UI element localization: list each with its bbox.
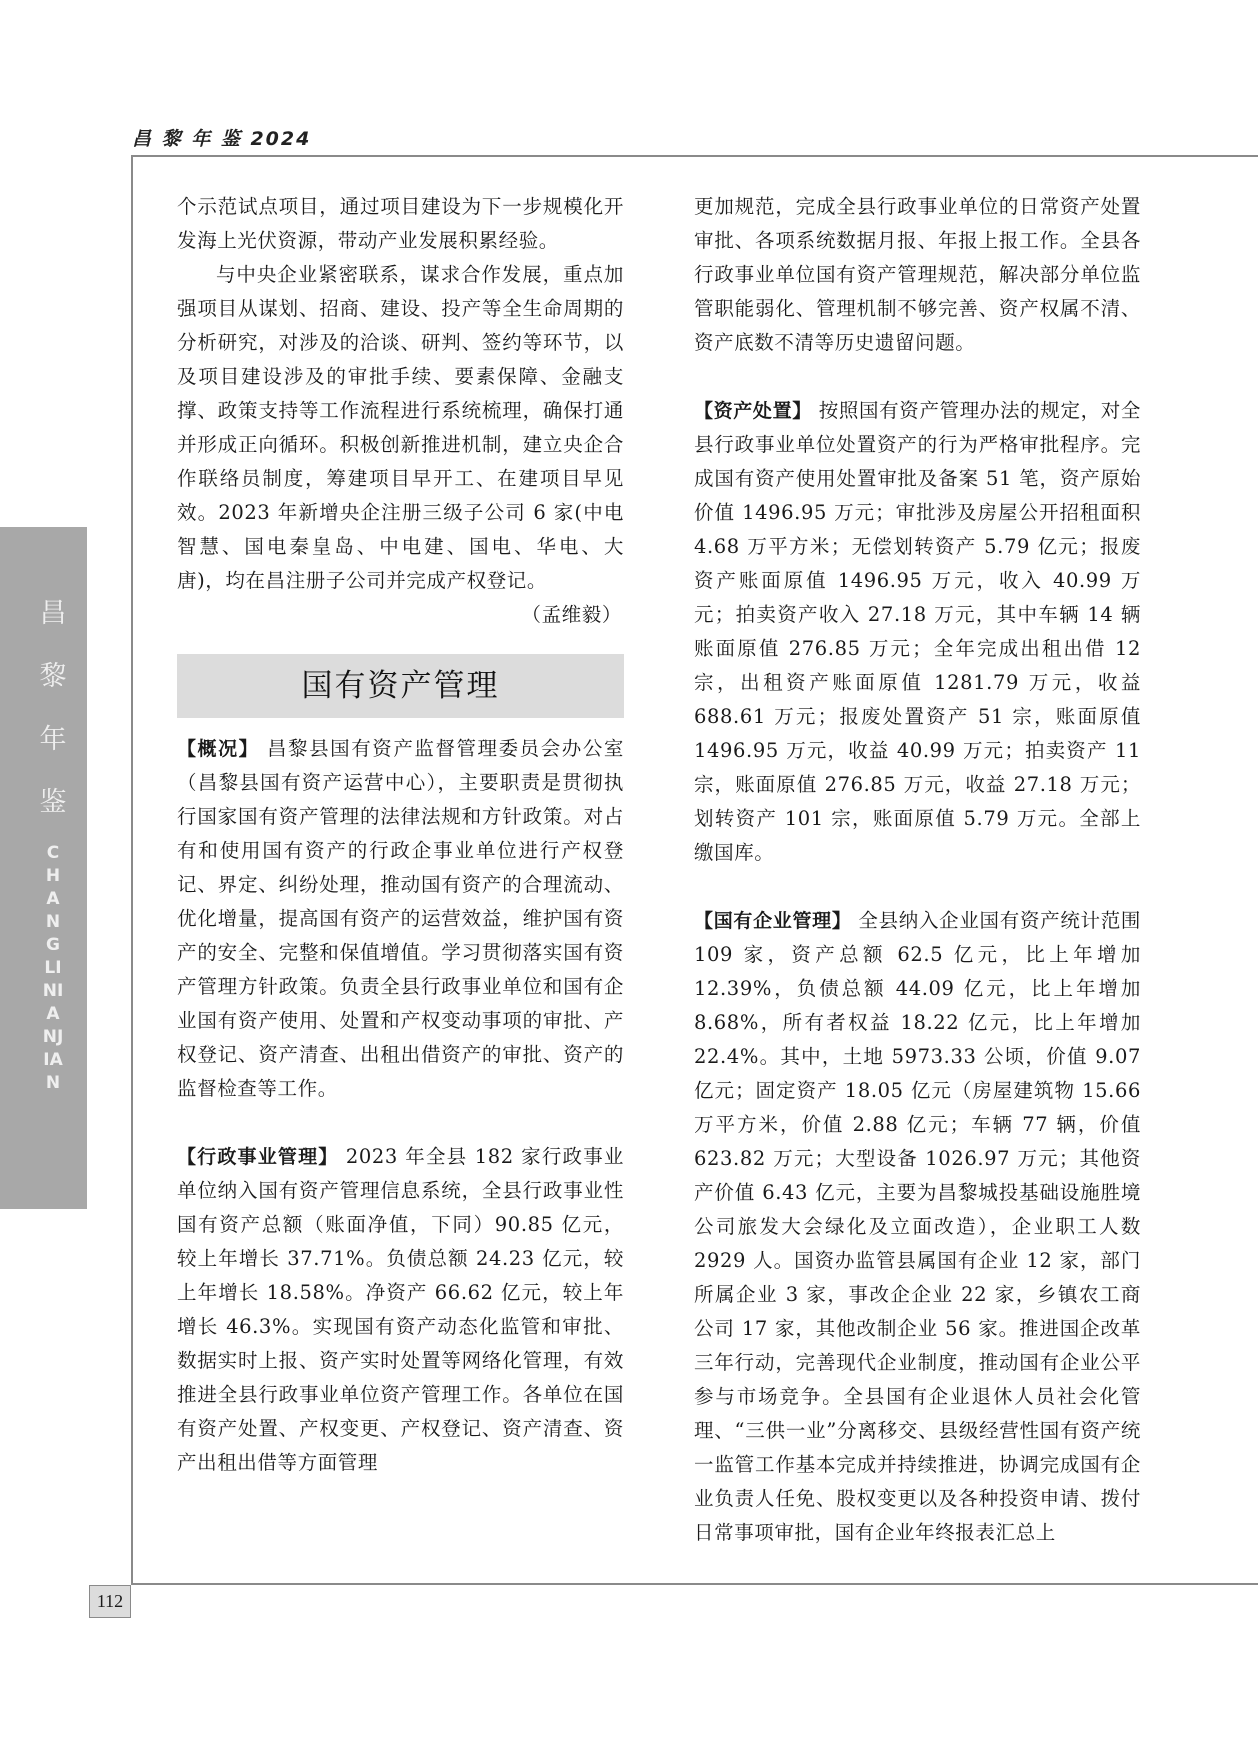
page-number: 112 — [89, 1585, 131, 1618]
paragraph: 与中央企业紧密联系，谋求合作发展，重点加强项目从谋划、招商、建设、投产等全生命周期的分析研究，对涉及的洽谈、研判、签约等环节，以及项目建设涉及的审批手续、要素保障、金融支撑、政策支持等工作流程进行系统梳理，确保打通并形成正向循环。积极创新推进机制，建立央企合作联络员制度，筹建项目早开工、在建项目早见效。2023 年新增央企注册三级子公司 6 家(中电智慧、国电秦皇岛、中电建、国电、华电、大唐)，均在昌注册子公司并完成产权登记。 — [177, 263, 624, 592]
frame-bottom-rule — [131, 1583, 1258, 1585]
side-char: 黎 — [39, 661, 67, 692]
left-column — [177, 190, 624, 1480]
entry-heading: 【行政事业管理】 — [177, 1146, 339, 1168]
frame-left-rule — [131, 155, 133, 1585]
paragraph: 更加规范，完成全县行政事业单位的日常资产处置审批、各项系统数据月报、年报上报工作。全县各行政事业单位国有资产管理规范，解决部分单位监管职能弱化、管理机制不够完善、资产权属不清、资产底数不清等历史遗留问题。 — [694, 195, 1141, 354]
entry-text: 昌黎县国有资产监督管理委员会办公室（昌黎县国有资产运营中心），主要职责是贯彻执行国家国有资产管理的法律法规和方针政策。对占有和使用国有资产的行政企事业单位进行产权登记、界定、纠纷处理，推动国有资产的合理流动、优化增量，提高国有资产的运营效益，维护国有资产的安全、完整和保值增值。学习贯彻落实国有资产管理方针政策。负责全县行政事业单位和国有企业国有资产使用、处置和产权变动事项的审批、产权登记、资产清查、出租出借资产的审批、资产的监督检查等工作。 — [177, 737, 624, 1100]
entry-text: 2023 年全县 182 家行政事业单位纳入国有资产管理信息系统，全县行政事业性国有资产总额（账面净值，下同）90.85 亿元，较上年增长 37.71%。负债总额 24.23 亿元，较上年增长 18.58%。净资产 66.62 亿元，较上年增长 46.3%。实现国有资产动态化监管和审批、数据实时上报、资产实时处置等网络化管理，有效推进全县行政事业单位资产管理工作。各单位在国有资产处置、产权变更、产权登记、资产清查、资产出租出借等方面管理 — [177, 1145, 624, 1474]
frame-top-rule — [131, 155, 1258, 157]
paragraph-overview — [177, 732, 624, 1106]
side-tab-chinese — [38, 582, 68, 834]
section-title: 国有资产管理 — [177, 654, 624, 718]
side-char: 昌 — [39, 598, 67, 629]
entry-heading: 【国有企业管理】 — [694, 910, 852, 932]
entry-text: 按照国有资产管理办法的规定，对全县行政事业单位处置资产的行为严格审批程序。完成国有资产使用处置审批及备案 51 笔，资产原始价值 1496.95 万元；审批涉及房屋公开招租面积 4.68 万平方米；无偿划转资产 5.79 亿元；报废资产账面原值 1496.95 万元，收入 40.99 万元；拍卖资产收入 27.18 万元，其中车辆 14 辆账面原值 276.85 万元；全年完成出租出借 12 宗，出租资产账面原值 1281.79 万元，收益 688.61 万元；报废处置资产 51 宗，账面原值 1496.95 万元，收益 40.99 万元；拍卖资产 11 宗，账面原值 276.85 万元，收益 27.18 万元；划转资产 101 宗，账面原值 5.79 万元。全部上缴国库。 — [694, 399, 1141, 864]
right-column — [694, 190, 1141, 1550]
side-tab-latin: CHANGLINIANJIAN — [42, 843, 64, 1093]
side-char: 鉴 — [39, 787, 67, 818]
paragraph: 个示范试点项目，通过项目建设为下一步规模化开发海上光伏资源，带动产业发展积累经验。 — [177, 195, 624, 252]
author-credit: （孟维毅） — [521, 603, 622, 626]
side-char: 年 — [39, 724, 67, 755]
paragraph-admin — [177, 1140, 624, 1480]
entry-text: 全县纳入企业国有资产统计范围 109 家，资产总额 62.5 亿元，比上年增加 12.39%，负债总额 44.09 亿元，比上年增加 8.68%，所有者权益 18.22 亿元，比上年增加 22.4%。其中，土地 5973.33 公顷，价值 9.07 亿元；固定资产 18.05 亿元（房屋建筑物 15.66 万平方米，价值 2.88 亿元；车辆 77 辆，价值 623.82 万元；大型设备 1026.97 万元；其他资产价值 6.43 亿元，主要为昌黎城投基础设施胜境公司旅发大会绿化及立面改造），企业职工人数 2929 人。国资办监管县属国有企业 12 家，部门所属企业 3 家，事改企企业 22 家，乡镇农工商公司 17 家，其他改制企业 56 家。推进国企改革三年行动，完善现代企业制度，推动国有企业公平参与市场竞争。全县国有企业退休人员社会化管理、“三供一业”分离移交、县级经营性国有资产统一监管工作基本完成并持续推进，协调完成国有企业负责人任免、股权变更以及各种投资申请、拨付日常事项审批，国有企业年终报表汇总上 — [694, 909, 1141, 1544]
paragraph-disposal — [694, 394, 1141, 870]
entry-heading: 【概况】 — [177, 738, 260, 760]
entry-heading: 【资产处置】 — [694, 400, 812, 422]
paragraph-soe — [694, 904, 1141, 1550]
running-header: 昌 黎 年 鉴 2024 — [132, 128, 312, 150]
